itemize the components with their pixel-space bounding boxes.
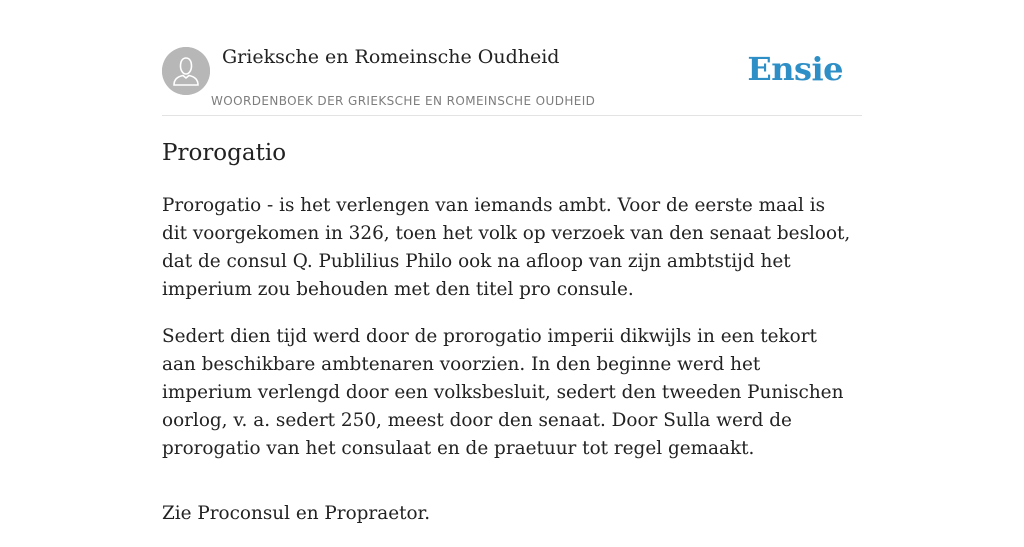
entry-paragraph: Prorogatio - is het verlengen van iemands ambt. Voor de eerste maal is dit voorgekomen in 326, toen het volk op verzoek van den senaat besloot, dat de consul Q. Publilius Philo ook na afloop van zijn ambtstijd het imperium zou behouden met den titel pro consule. [162, 195, 851, 300]
entry-body [162, 192, 852, 547]
entry-paragraph: Sedert dien tijd werd door de prorogatio imperii dikwijls in een tekort aan beschikbare ambtenaren voorzien. In den beginne werd het imperium verlengd door een volksbesluit, sedert den tweeden Punischen oorlog, v. a. sedert 250, meest door den senaat. Door Sulla werd de prorogatio van het consulaat en de praetuur tot regel gemaakt. [162, 326, 844, 459]
entry-title: Prorogatio [162, 140, 287, 166]
page-container [162, 0, 862, 524]
ensie-logo[interactable]: Ensie [747, 50, 843, 88]
see-also-text: Zie Proconsul en Propraetor. [162, 503, 431, 524]
dictionary-subtitle: WOORDENBOEK DER GRIEKSCHE EN ROMEINSCHE OUDHEID [211, 94, 596, 108]
user-silhouette-icon[interactable] [162, 47, 210, 95]
dictionary-title-link[interactable]: Grieksche en Romeinsche Oudheid [222, 46, 560, 68]
dictionary-header [162, 0, 862, 116]
